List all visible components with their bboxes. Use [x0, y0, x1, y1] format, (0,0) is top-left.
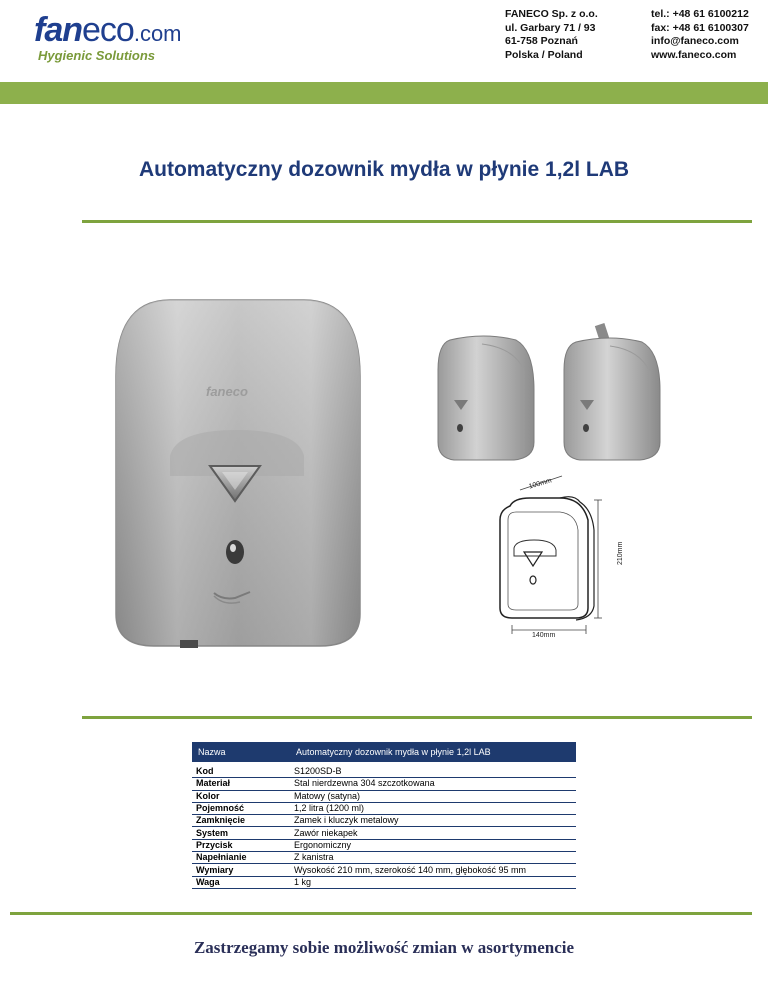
table-row: Materiał Stal nierdzewna 304 szczotkowana	[192, 778, 576, 790]
table-row: Pojemność 1,2 litra (1200 ml)	[192, 802, 576, 814]
street-address: ul. Garbary 71 / 93	[505, 21, 596, 34]
spec-header-key: Nazwa	[192, 742, 290, 762]
company-address	[505, 8, 598, 62]
footer-disclaimer: Zastrzegamy sobie możliwość zmian w asortymencie	[193, 938, 575, 957]
dispense-nozzle	[180, 640, 198, 648]
table-row: System Zawór niekapek	[192, 827, 576, 839]
divider-bottom	[10, 912, 752, 915]
sensor-eye	[226, 540, 244, 564]
table-row: Zamknięcie Zamek i kluczyk metalowy	[192, 815, 576, 827]
table-row: Przycisk Ergonomiczny	[192, 839, 576, 851]
postal-city: 61-758 Poznań	[505, 35, 578, 47]
logo-wordmark: faneco.com	[34, 11, 182, 49]
width-label: 140mm	[532, 632, 556, 639]
table-row: Waga 1 kg	[192, 876, 576, 888]
spec-table	[192, 742, 576, 889]
product-photo-front	[110, 296, 364, 656]
logo-tagline: Hygienic Solutions	[38, 48, 156, 63]
fax-number: fax: +48 61 6100307	[651, 21, 749, 34]
header-band	[0, 82, 768, 104]
embossed-brand: faneco	[206, 384, 248, 399]
company-logo	[34, 12, 224, 62]
product-photo-side-open	[560, 320, 664, 470]
company-name: FANECO Sp. z o.o.	[505, 8, 598, 20]
divider-middle	[82, 716, 752, 719]
page-title: Automatyczny dozownik mydła w płynie 1,2l LAB	[138, 158, 630, 181]
phone-number: tel.: +48 61 6100212	[651, 8, 749, 20]
height-label: 210mm	[617, 541, 624, 565]
divider-top	[82, 220, 752, 223]
spec-header-row	[192, 742, 576, 762]
depth-label: 100mm	[528, 477, 553, 491]
email-address: info@faneco.com	[651, 35, 739, 47]
table-row: Napełnianie Z kanistra	[192, 852, 576, 864]
product-photo-side-left	[434, 330, 538, 470]
company-contacts	[651, 8, 749, 62]
spec-header-value: Automatyczny dozownik mydła w płynie 1,2l LAB	[290, 742, 576, 762]
dimension-drawing	[490, 470, 624, 639]
table-row: Kod S1200SD-B	[192, 766, 576, 778]
table-row: Kolor Matowy (satyna)	[192, 790, 576, 802]
table-row: Wymiary Wysokość 210 mm, szerokość 140 mm, głębokość 95 mm	[192, 864, 576, 876]
country: Polska / Poland	[505, 48, 583, 61]
website-url: www.faneco.com	[651, 48, 737, 61]
